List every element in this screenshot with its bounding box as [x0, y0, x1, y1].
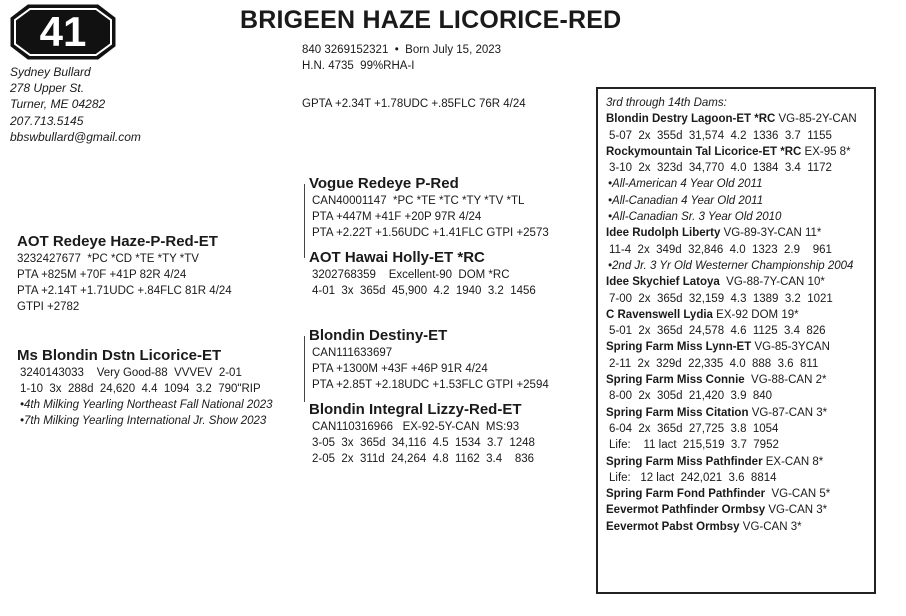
- dam-entry-name: Eevermot Pathfinder Ormbsy: [606, 504, 766, 517]
- dam-sire-line: CAN111633697: [312, 347, 393, 359]
- dams-header: 3rd through 14th Dams:: [606, 97, 727, 109]
- consignor-name: Sydney Bullard: [10, 65, 91, 79]
- dam-entry-classification: EX-95 8*: [801, 145, 851, 158]
- sire-sire-name: Vogue Redeye P-Red: [309, 175, 459, 192]
- dam-entry-classification: VG-CAN 3*: [765, 504, 828, 517]
- dam-entry-classification: VG-89-3Y-CAN 11*: [720, 227, 822, 240]
- dam-entry: [606, 454, 874, 470]
- dam-block: [17, 347, 272, 429]
- dam-dam-block: [309, 401, 535, 467]
- sire-line: GTPI +2782: [17, 301, 80, 313]
- dam-entry: [606, 486, 874, 502]
- dam-entry-record: Life: 11 lact 215,519 3.7 7952: [609, 439, 779, 452]
- dam-dam-name: Blondin Integral Lizzy-Red-ET: [309, 401, 522, 418]
- sire-block: [17, 233, 232, 315]
- dam-bracket-line: [304, 336, 305, 402]
- dams-list: [606, 111, 874, 535]
- dam-entry-name: C Ravenswell Lydia: [606, 308, 713, 321]
- dam-entry-classification: VG-CAN 5*: [765, 488, 831, 501]
- dam-entry-note: •All-American 4 Year Old 2011: [608, 178, 763, 191]
- sire-dam-line: 4-01 3x 365d 45,900 4.2 1940 3.2 1456: [312, 285, 536, 297]
- dam-note: •4th Milking Yearling Northeast Fall National 2023: [20, 399, 273, 411]
- dam-entry: [606, 339, 874, 355]
- dam-entry-name: Eevermot Pabst Ormbsy: [606, 520, 740, 533]
- dam-entry-name: Spring Farm Miss Lynn-ET: [606, 341, 752, 354]
- sire-line: PTA +2.14T +1.71UDC +.84FLC 81R 4/24: [17, 285, 232, 297]
- dam-name: Ms Blondin Dstn Licorice-ET: [17, 347, 222, 364]
- dam-entry-classification: VG-88-7Y-CAN 10*: [719, 276, 825, 289]
- dam-sire-block: [309, 327, 549, 393]
- dam-sire-line: PTA +1300M +43F +46P 91R 4/24: [312, 363, 488, 375]
- dam-entry-classification: VG-87-CAN 3*: [748, 406, 828, 419]
- dam-entry-classification: VG-88-CAN 2*: [744, 374, 827, 387]
- sire-line: PTA +825M +70F +41P 82R 4/24: [17, 269, 187, 281]
- consignor-street: 278 Upper St.: [10, 81, 85, 96]
- dam-entry-name: Rockymountain Tal Licorice-ET *RC: [606, 145, 802, 158]
- dam-entry-note: •All-Canadian 4 Year Old 2011: [608, 194, 764, 207]
- dam-entry: [606, 405, 874, 421]
- dam-entry: [606, 225, 874, 241]
- dam-line: 3240143033 Very Good-88 VVVEV 2-01: [20, 367, 242, 379]
- dam-entry-record: 7-00 2x 365d 32,159 4.3 1389 3.2 1021: [609, 292, 833, 305]
- animal-id-line: 840 3269152321 • Born July 15, 2023: [302, 44, 502, 56]
- sire-sire-line: PTA +447M +41F +20P 97R 4/24: [312, 211, 482, 223]
- dam-sire-line: PTA +2.85T +2.18UDC +1.53FLC GTPI +2594: [312, 379, 549, 391]
- dam-line: 1-10 3x 288d 24,620 4.4 1094 3.2 790"RIP: [20, 383, 261, 395]
- animal-gpta-line: GPTA +2.34T +1.78UDC +.85FLC 76R 4/24: [302, 98, 526, 110]
- dam-entry-classification: EX-CAN 8*: [762, 455, 824, 468]
- dam-entry: [606, 372, 874, 388]
- animal-hn-line: H.N. 4735 99%RHA-I: [302, 60, 415, 72]
- dam-entry-name: Spring Farm Miss Pathfinder: [606, 455, 763, 468]
- dams-box: [596, 87, 876, 594]
- dam-entry-name: Idee Skychief Latoya: [606, 276, 720, 289]
- dam-entry: [606, 111, 874, 127]
- dam-entry-name: Idee Rudolph Liberty: [606, 227, 721, 240]
- sire-sire-block: [309, 175, 549, 241]
- dam-entry-record: 6-04 2x 365d 27,725 3.8 1054: [609, 422, 779, 435]
- dam-entry-name: Blondin Destry Lagoon-ET *RC: [606, 113, 776, 126]
- dam-entry-record: 8-00 2x 305d 21,420 3.9 840: [609, 390, 773, 403]
- dam-entry-classification: VG-CAN 3*: [739, 520, 802, 533]
- dam-entry: [606, 307, 874, 323]
- dam-entry-classification: VG-85-2Y-CAN: [775, 113, 857, 126]
- dam-entry-name: Spring Farm Miss Citation: [606, 406, 749, 419]
- dam-dam-line: CAN110316966 EX-92-5Y-CAN MS:93: [312, 421, 520, 433]
- dam-entry-record: 5-07 2x 355d 31,574 4.2 1336 3.7 1155: [609, 129, 832, 142]
- dam-entry-record: 2-11 2x 329d 22,335 4.0 888 3.6 811: [609, 357, 819, 370]
- dam-note: •7th Milking Yearling International Jr. Show 2023: [20, 415, 267, 427]
- consignor-email: bbswbullard@gmail.com: [10, 129, 141, 144]
- dam-entry-record: Life: 12 lact 242,021 3.6 8814: [609, 471, 777, 484]
- dam-entry-classification: EX-92 DOM 19*: [712, 308, 799, 321]
- dam-entry-name: Spring Farm Miss Connie: [606, 374, 745, 387]
- lot-number-badge: [10, 4, 116, 60]
- dam-entry: [606, 519, 874, 535]
- dam-dam-line: 3-05 3x 365d 34,116 4.5 1534 3.7 1248: [312, 437, 535, 449]
- sire-line: 3232427677 *PC *CD *TE *TY *TV: [17, 253, 199, 265]
- dam-entry-record: 11-4 2x 349d 32,846 4.0 1323 2.9 961: [609, 243, 832, 256]
- sire-dam-line: 3202768359 Excellent-90 DOM *RC: [312, 269, 510, 281]
- dam-entry-name: Spring Farm Fond Pathfinder: [606, 488, 766, 501]
- dam-entry-note: •All-Canadian Sr. 3 Year Old 2010: [608, 211, 782, 224]
- dam-entry: [606, 502, 874, 518]
- dam-dam-line: 2-05 2x 311d 24,264 4.8 1162 3.4 836: [312, 453, 535, 465]
- dam-entry-note: •2nd Jr. 3 Yr Old Westerner Championship 2004: [608, 259, 854, 272]
- dam-entry: [606, 274, 874, 290]
- sire-sire-line: PTA +2.22T +1.56UDC +1.41FLC GTPI +2573: [312, 227, 549, 239]
- sire-sire-line: CAN40001147 *PC *TE *TC *TY *TV *TL: [312, 195, 525, 207]
- consignor-phone: 207.713.5145: [10, 113, 84, 128]
- sire-bracket-line: [304, 184, 305, 258]
- dam-sire-name: Blondin Destiny-ET: [309, 327, 448, 344]
- sire-name: AOT Redeye Haze-P-Red-ET: [17, 233, 218, 250]
- dam-entry-classification: VG-85-3YCAN: [751, 341, 830, 354]
- page-title: BRIGEEN HAZE LICORICE-RED: [240, 6, 622, 34]
- consignor-city: Turner, ME 04282: [10, 97, 106, 112]
- dam-entry-record: 5-01 2x 365d 24,578 4.6 1125 3.4 826: [609, 325, 826, 338]
- dam-entry-record: 3-10 2x 323d 34,770 4.0 1384 3.4 1172: [609, 162, 832, 175]
- lot-number: 41: [39, 8, 87, 55]
- dam-entry: [606, 144, 874, 160]
- sire-dam-name: AOT Hawai Holly-ET *RC: [309, 249, 485, 266]
- consignor-info: [10, 64, 141, 145]
- sire-dam-block: [309, 249, 536, 299]
